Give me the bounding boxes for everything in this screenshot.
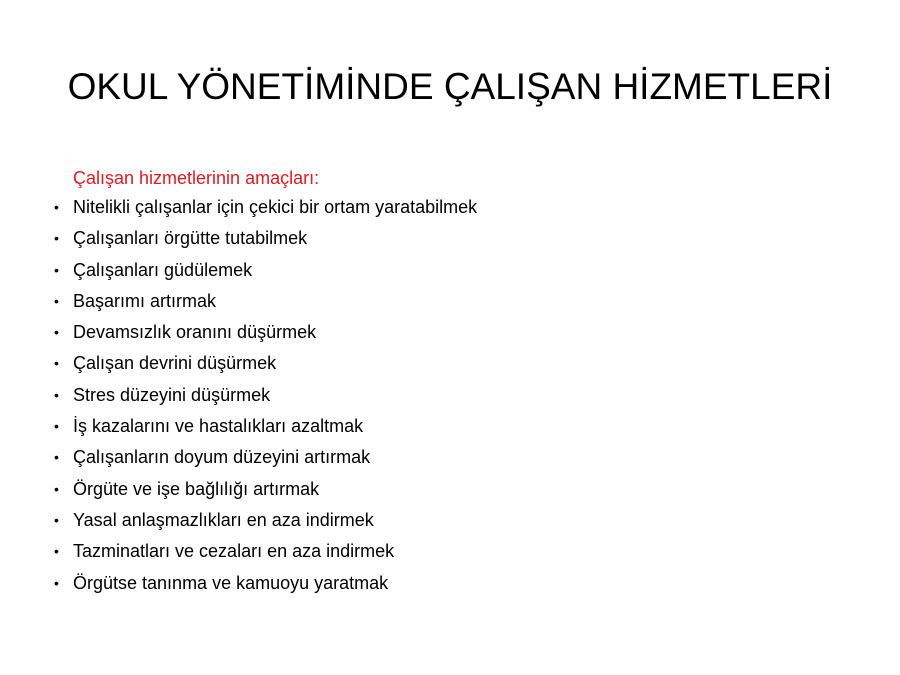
list-item <box>52 348 852 379</box>
list-item-text: Örgüte ve işe bağlılığı artırmak <box>73 478 320 499</box>
list-item-text: Çalışanların doyum düzeyini artırmak <box>73 447 371 468</box>
list-item-text: İş kazalarını ve hastalıkları azaltmak <box>73 416 364 437</box>
bullet-icon: • <box>54 292 59 309</box>
bullet-icon: • <box>54 230 59 247</box>
list-item-text: Çalışanları güdülemek <box>73 259 253 280</box>
bullet-icon: • <box>54 355 59 372</box>
list-item-text: Nitelikli çalışanlar için çekici bir ortam yaratabilmek <box>73 197 478 217</box>
bullet-icon: • <box>54 511 59 528</box>
list-item <box>52 286 852 317</box>
bullet-icon: • <box>54 418 59 435</box>
slide-title: OKUL YÖNETİMİNDE ÇALIŞAN HİZMETLERİ <box>67 66 833 107</box>
bullet-icon: • <box>54 480 59 497</box>
list-item <box>52 442 852 473</box>
list-item <box>52 380 852 411</box>
slide-subtitle: Çalışan hizmetlerinin amaçları: <box>73 168 320 188</box>
list-item <box>52 317 852 348</box>
list-item-text: Çalışan devrini düşürmek <box>73 353 277 374</box>
bullet-icon: • <box>54 574 59 591</box>
bullet-icon: • <box>54 261 59 278</box>
list-item <box>52 536 852 567</box>
list-item <box>52 505 852 536</box>
list-item-text: Devamsızlık oranını düşürmek <box>73 322 317 343</box>
bullet-list <box>52 192 852 599</box>
list-item-text: Tazminatları ve cezaları en aza indirmek <box>73 541 395 562</box>
list-item-text: Başarımı artırmak <box>73 290 217 311</box>
bullet-icon: • <box>54 543 59 560</box>
bullet-icon: • <box>54 449 59 466</box>
list-item-text: Çalışanları örgütte tutabilmek <box>73 228 308 249</box>
bullet-icon: • <box>54 386 59 403</box>
bullet-icon: • <box>54 199 59 215</box>
list-item <box>52 192 852 223</box>
list-item <box>52 411 852 442</box>
list-item-text: Yasal anlaşmazlıkları en aza indirmek <box>73 509 374 530</box>
list-item <box>52 568 852 599</box>
list-item-text: Örgütse tanınma ve kamuoyu yaratmak <box>73 572 389 593</box>
bullet-icon: • <box>54 324 59 341</box>
list-item <box>52 223 852 254</box>
list-item <box>52 255 852 286</box>
list-item-text: Stres düzeyini düşürmek <box>73 384 271 405</box>
slide-content <box>52 164 852 599</box>
list-item <box>52 474 852 505</box>
